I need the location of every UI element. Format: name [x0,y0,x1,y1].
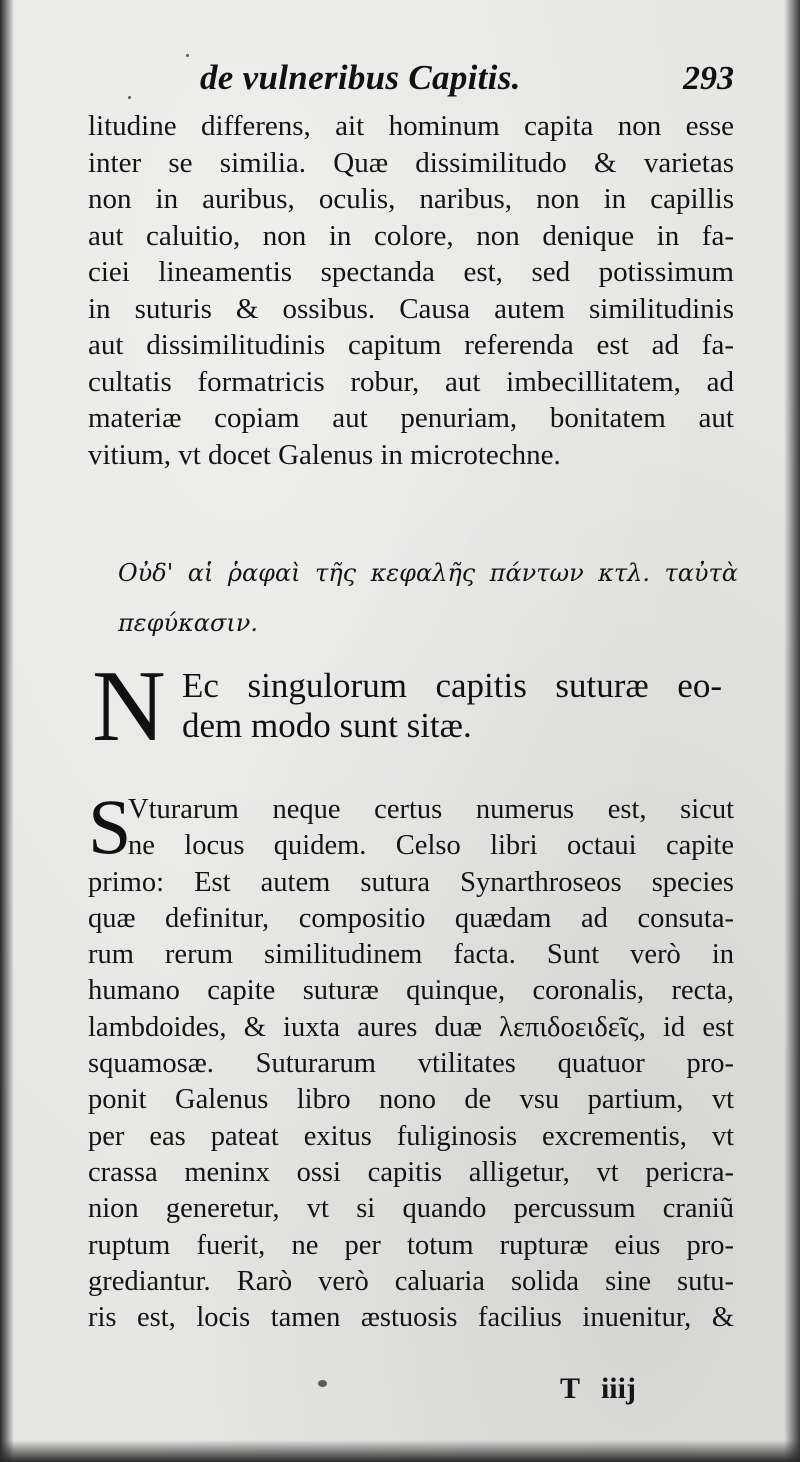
greek-quotation [118,548,738,648]
text-line: rum rerum similitudinem facta. Sunt verò in [88,939,734,971]
text-line: ponit Galenus libro nono de vsu partium, vt [88,1084,734,1116]
heading-text [182,666,722,746]
heading-line: Ec singulorum capitis suturæ eo- [182,666,722,705]
text-line: litudine differens, ait hominum capita non esse [88,110,734,142]
text-line: cultatis formatricis robur, aut imbecillitatem, ad [88,365,734,398]
text-line: ris est, locis tamen æstuosis facilius inuenitur, & [88,1302,734,1334]
text-line: per eas pateat exitus fuliginosis excrementis, vt [88,1120,734,1152]
text-line: nion generetur, vt si quando percussum craniũ [88,1193,734,1225]
ink-speck [186,54,189,57]
text-line: aut caluitio, non in colore, non denique in fa- [88,219,734,252]
page-header [88,52,734,108]
page-left-edge [0,0,14,1462]
page-right-edge [784,0,800,1462]
text-line: non in auribus, oculis, naribus, non in capillis [88,183,734,215]
running-title: de vulneribus Capitis. [200,58,521,97]
text-line: Vturarum neque certus numerus est, sicut [128,794,734,825]
text-line: humano capite suturæ quinque, coronalis, recta, [88,975,734,1007]
text-line: lambdoides, & iuxta aures duæ λεπιδοειδεῖς, id est [88,1011,734,1043]
ink-speck [128,96,131,99]
text-line: ne locus quidem. Celso libri octaui capite [128,830,734,862]
greek-line: Οὐδ' αἱ ῥαφαὶ τῆς κεφαλῆς πάντων κτλ. ταὐτὰ [118,559,738,587]
signature-mark: T iiij [560,1372,636,1405]
page-number: 293 [683,60,734,97]
text-line: squamosæ. Suturarum vtilitates quatuor pro- [88,1048,734,1080]
text-line: inter se similia. Quæ dissimilitudo & varietas [88,146,734,179]
heading-line: dem modo sunt sitæ. [182,706,472,745]
paragraph-dropcap: S [88,783,132,870]
text-line: ciei lineamentis spectanda est, sed potissimum [88,256,734,288]
text-line: aut dissimilitudinis capitum referenda est ad fa- [88,329,734,361]
text-line: quæ definitur, compositio quædam ad consuta- [88,902,734,934]
text-line: grediantur. Rarò verò caluaria solida sine sutu- [88,1265,734,1297]
heading-dropcap: N [92,650,166,763]
greek-line: πεφύκασιν. [118,609,259,637]
ink-speck [318,1380,327,1387]
text-line: in suturis & ossibus. Causa autem similitudinis [88,292,734,325]
paragraph-continuation [88,108,734,473]
text-line: primo: Est autem sutura Synarthroseos species [88,866,734,898]
text-line: crassa meninx ossi capitis alligetur, vt pericra- [88,1156,734,1188]
text-line: ruptum fuerit, ne per totum rupturæ eius pro- [88,1229,734,1261]
text-line: materiæ copiam aut penuriam, bonitatem aut [88,402,734,434]
section-heading [88,650,734,763]
page-bottom-edge [0,1440,800,1462]
paragraph-body [88,792,734,1336]
text-line: vitium, vt docet Galenus in microtechne. [88,438,561,471]
